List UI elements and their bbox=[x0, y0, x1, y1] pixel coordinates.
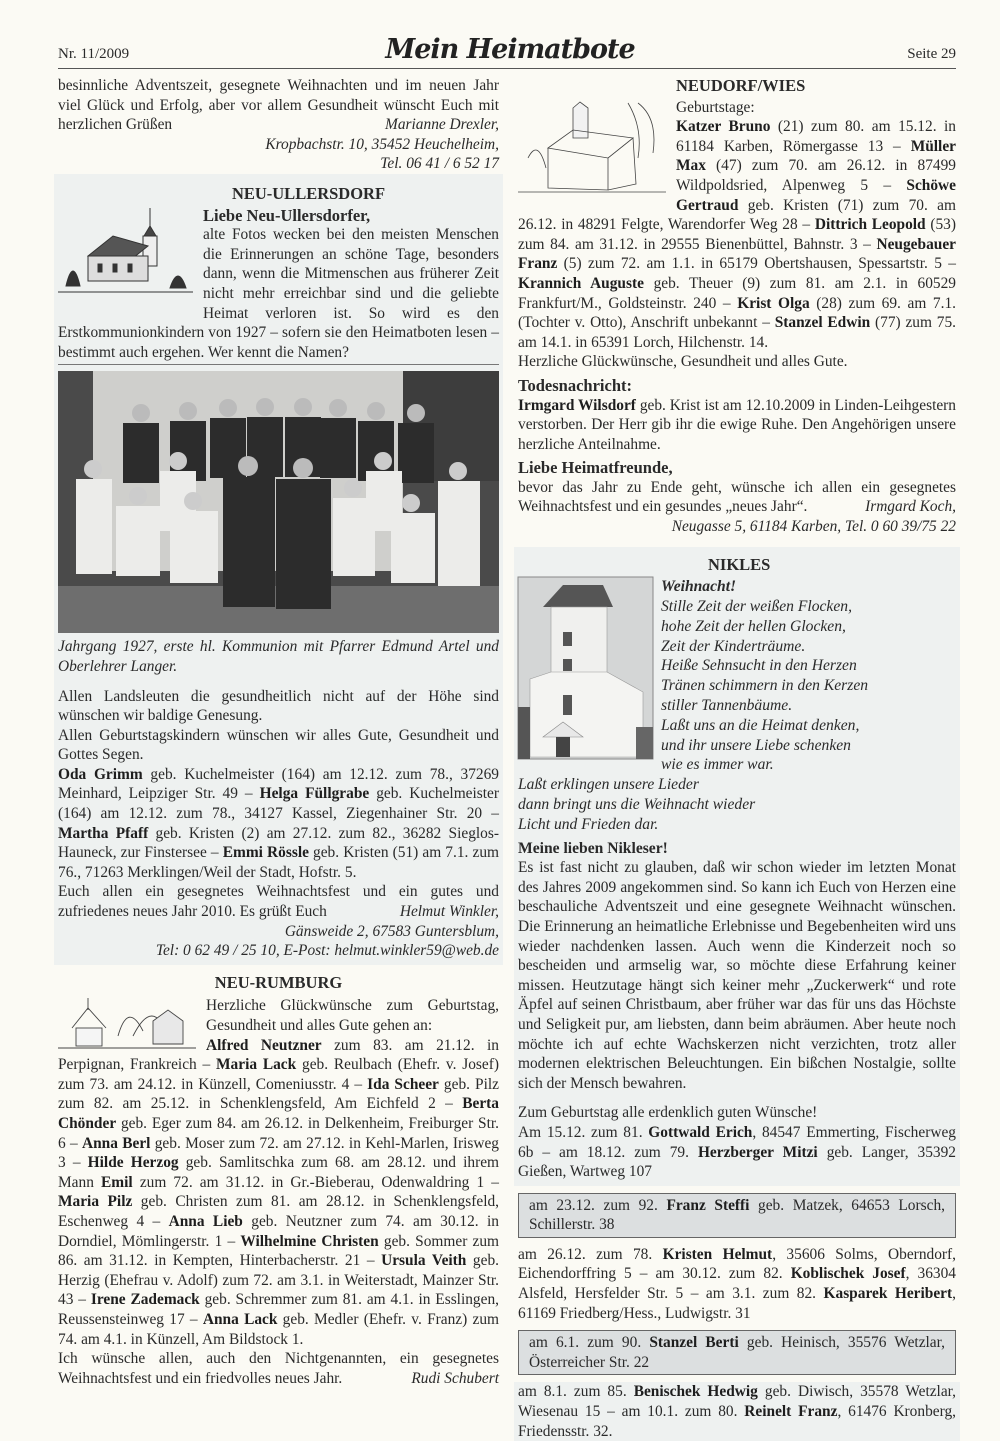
signature-contact: Tel: 0 62 49 / 25 10, E-Post: helmut.winkler59@web.de bbox=[155, 942, 499, 960]
poem-line: Laßt erklingen unsere Lieder bbox=[518, 776, 699, 794]
person-name: Berta Chönder bbox=[58, 1095, 499, 1132]
person-name: Wilhelmine Christen bbox=[240, 1232, 379, 1250]
intro-signature-tel: Tel. 06 41 / 6 52 17 bbox=[380, 155, 499, 173]
person-name: Koblischek Josef bbox=[790, 1265, 906, 1283]
person-name: Emil bbox=[101, 1173, 133, 1191]
entry-text: Am 15.12. zum 81. bbox=[518, 1123, 649, 1141]
person-name: Martha Pfaff bbox=[58, 824, 149, 842]
entry-text: geb. Kristen (2) am 27.12. zum 82., 36282 Sieglos-Hauneck, zur Finstersee – bbox=[58, 824, 499, 862]
entry-text: zum 83. am 21.12. in Perpignan, Frankreich – bbox=[58, 1036, 499, 1074]
person-name: Herzberger Mitzi bbox=[697, 1143, 818, 1161]
person-name: Reinelt Franz bbox=[744, 1403, 838, 1421]
person-name: Krist Olga bbox=[737, 294, 810, 312]
closing-text: Euch allen ein gesegnetes Weihnachtsfest und ein gutes und zufriedenes neues Jahr 2010. Es grüßt Euch bbox=[58, 883, 499, 921]
person-name: Anna Lack bbox=[202, 1310, 278, 1328]
nikles-birthdays-2 bbox=[518, 1245, 956, 1323]
masthead-logo bbox=[385, 20, 635, 70]
entry-text: geb. Kuchelmeister (164) am 12.12. zum 78., 34127 Kassel, Ziegenhainer Str. 20 – bbox=[58, 785, 500, 823]
entry-text: geb. Samlitschka zum 68. am 28.12. und ihrem Mann bbox=[58, 1154, 499, 1191]
entry-text: geb. Kristen (51) am 7.1. zum 76., 71263 Merklingen/Weil der Stadt, Hofstr. 5. bbox=[58, 844, 499, 881]
poem-line: Zeit der Kinderträume. bbox=[661, 637, 806, 655]
person-name: Benischek Hedwig bbox=[633, 1383, 758, 1401]
entry-text: geb. Kristen (71) zum 70. am 26.12. in 48291 Felgte, Warendorfer Weg 28 – bbox=[518, 196, 956, 234]
right-column bbox=[518, 76, 956, 1441]
entry-text: (28) zum 69. am 7.1. (Tochter v. Otto), Anschrift unbekannt – bbox=[518, 294, 956, 332]
entry-text: geb. Pilz zum 82. am 25.12. in Schenklengsfeld, Am Eichfeld 2 – bbox=[58, 1075, 499, 1113]
nikles-church-photo bbox=[518, 577, 653, 759]
entry-text: , 36304 Alsfeld, Hersfelder Str. 5 – am 3.1. zum 82. bbox=[518, 1265, 957, 1303]
signature-address: Neugasse 5, 61184 Karben, Tel. 0 60 39/75 22 bbox=[671, 518, 956, 536]
poem-line: stiller Tannenbäume. bbox=[661, 697, 793, 715]
person-name: Katzer Bruno bbox=[676, 118, 771, 136]
nikles-section bbox=[514, 547, 960, 1186]
entry-text: , 61476 Kronberg, Friedensstr. 32. bbox=[518, 1403, 956, 1440]
person-name: Krannich Auguste bbox=[518, 274, 644, 292]
entry-text: (53) zum 84. am 31.12. in 29555 Bienenbüttel, Bahnstr. 3 – bbox=[518, 216, 957, 253]
poem-title: Weihnacht! bbox=[661, 578, 737, 596]
salutation-neu-ullersdorf: Liebe Neu-Ullersdorfer, bbox=[203, 205, 371, 225]
recovery-wishes: Allen Landsleuten die gesundheitlich nicht auf der Höhe sind wünschen wir baldige Genesung. bbox=[58, 687, 499, 725]
section-title-neu-rumburg: NEU-RUMBURG bbox=[214, 972, 343, 992]
person-name: Kasparek Heribert bbox=[823, 1285, 953, 1303]
page-number: Seite 29 bbox=[907, 46, 956, 62]
entry-text: geb. Christen zum 81. am 28.12. in Schenklengsfeld, Eschenweg 4 – bbox=[58, 1193, 500, 1230]
friends-title: Liebe Heimatfreunde, bbox=[518, 458, 673, 478]
neu-rumburg-closing: Ich wünsche allen, auch den Nichtgenannten, ein gesegnetes Weihnachtsfest und ein friedvolles neues Jahr. bbox=[58, 1350, 499, 1387]
person-name: Kristen Helmut bbox=[662, 1245, 773, 1263]
person-name: Emmi Rössle bbox=[222, 844, 309, 862]
letter-greeting: Meine lieben Nikleser! bbox=[518, 839, 668, 857]
person-name: Alfred Neutzner bbox=[206, 1036, 322, 1054]
svg-text:Mein Heimatbote: Mein Heimatbote bbox=[385, 34, 635, 65]
birthday-wishes: Allen Geburtstagskindern wünschen wir alles Gute, Gesundheit und Gottes Segen. bbox=[58, 726, 499, 764]
person-name: Hilde Herzog bbox=[87, 1154, 179, 1172]
signature-address: Gänsweide 2, 67583 Guntersblum, bbox=[284, 922, 499, 940]
nikles-birthdays-3 bbox=[514, 1382, 960, 1441]
poem-line: Heiße Sehnsucht in den Herzen bbox=[661, 657, 857, 675]
person-name: Oda Grimm bbox=[58, 765, 143, 783]
section-title-neu-ullersdorf: NEU-ULLERSDORF bbox=[231, 183, 386, 203]
entry-text: am 8.1. zum 85. bbox=[518, 1383, 634, 1401]
entry-text: (47) zum 70. am 26.12. in 87499 Wildpoldsried, Alpenweg 5 – bbox=[676, 157, 956, 194]
intro-signature-name: Marianne Drexler, bbox=[385, 116, 499, 134]
person-name: Neugebauer Franz bbox=[518, 235, 956, 273]
poem-line: Tränen schimmern in den Kerzen bbox=[661, 677, 869, 695]
entry-text: geb. Krist ist am 12.10.2009 in Linden-Leihgestern verstorben. Der Herr gib ihr die ewige Ruhe. Den Angehörigen unsere herzliche Anteilnahme. bbox=[518, 396, 957, 453]
header-rule bbox=[58, 68, 956, 69]
person-name: Ida Scheer bbox=[367, 1075, 439, 1093]
neu-rumburg-intro: Herzliche Glückwünsche zum Geburtstag, Gesundheit und alles Gute gehen an: bbox=[206, 997, 499, 1034]
entry-text: geb. Heinisch, 35576 Wetzlar, Österreicher Str. 22 bbox=[529, 1334, 945, 1371]
person-name: Franz Steffi bbox=[666, 1196, 750, 1214]
issue-number: Nr. 11/2009 bbox=[58, 46, 130, 62]
entry-text: am 23.12. zum 92. bbox=[529, 1196, 667, 1214]
intro-signature-address: Kropbachstr. 10, 35452 Heuchelheim, bbox=[265, 135, 499, 153]
poem-line: wie es immer war. bbox=[661, 756, 774, 774]
poem-line: Laßt uns an die Heimat denken, bbox=[661, 716, 860, 734]
death-notice-title: Todesnachricht: bbox=[518, 375, 632, 395]
poem-line: Licht und Frieden dar. bbox=[518, 815, 659, 833]
entry-text: zum 72. am 31.12. in Gr.-Bieberau, Odenwaldring 1 – bbox=[132, 1173, 500, 1191]
entry-text: geb. Reulbach (Ehefr. v. Josef) zum 73. am 24.12. in Künzell, Comeniusstr. 4 – bbox=[58, 1056, 499, 1093]
church-drawing-icon bbox=[58, 206, 193, 304]
church-sketch-icon bbox=[518, 98, 666, 198]
entry-text: geb. Langer, 35392 Gießen, Wartweg 107 bbox=[518, 1143, 956, 1181]
person-name: Ursula Veith bbox=[381, 1252, 467, 1270]
entry-text: , 35606 Solms, Oberndorf, Eichendorffring 5 – am 30.12. zum 82. bbox=[518, 1245, 956, 1283]
person-name: Stanzel Edwin bbox=[774, 314, 871, 332]
photo-caption: Jahrgang 1927, erste hl. Kommunion mit Pfarrer Edmund Artel und Oberlehrer Langer. bbox=[58, 638, 499, 675]
neu-ullersdorf-text: alte Fotos wecken bei den meisten Menschen die Erinnerungen an schöne Tage, besonders dann, wenn die Mitmenschen aus früherer Zeit nicht mehr erreichbar sind und die geliebte Heimat verloren ist. So wird es den Erstkommunionkindern von 1927 – sofern sie den Heimatboten lesen – bestimmt auch ergehen. Wer kennt die Namen? bbox=[58, 226, 499, 361]
entry-text: , 61169 Friedberg/Hess., Ludwigstr. 31 bbox=[518, 1285, 956, 1322]
highlight-box-stanzel-berti bbox=[518, 1330, 956, 1375]
death-notice-text bbox=[518, 396, 956, 455]
entry-text: geb. Neutzner zum 74. am 30.12. in Dorndiel, Mömlingerstr. 1 – bbox=[58, 1212, 499, 1250]
neu-rumburg-section bbox=[54, 965, 503, 1388]
entry-text: geb. Theuer (9) zum 81. am 2.1. in 60529 Frankfurt/M., Goldsteinstr. 240 – bbox=[518, 274, 956, 312]
entry-text: geb. Schremmer zum 81. am 4.1. in Esslingen, Reussensteinweg 17 – bbox=[58, 1291, 500, 1328]
friends-text: bevor das Jahr zu Ende geht, wünsche ich allen ein gesegnetes Weihnachtsfest und ein gesundes „neues Jahr“. bbox=[518, 478, 956, 516]
communion-group-photo bbox=[58, 371, 499, 633]
person-name: Stanzel Berti bbox=[649, 1334, 739, 1352]
left-column bbox=[58, 76, 499, 1388]
entry-text: (77) zum 75. am 14.1. in 65391 Lorch, Hilchenstr. 14. bbox=[518, 314, 956, 351]
entry-text: geb. Herzig (Ehefrau v. Adolf) zum 72. am 3.1. in Weiterstadt, Mainzer Str. 43 – bbox=[58, 1252, 499, 1309]
person-name: Irene Zademack bbox=[90, 1291, 200, 1309]
neu-rumburg-birthdays bbox=[58, 1036, 499, 1350]
poem-line: hohe Zeit der hellen Glocken, bbox=[661, 617, 846, 635]
nikles-birthdays-1 bbox=[518, 1123, 956, 1182]
entry-text: geb. Eger zum 84. am 26.12. in Delkenheim, Freiburger Str. 6 – bbox=[58, 1114, 499, 1152]
poem-line: dann bringt uns die Weihnacht wieder bbox=[518, 796, 756, 814]
neudorf-label: Geburtstage: bbox=[676, 98, 755, 116]
person-name: Maria Lack bbox=[216, 1056, 297, 1074]
person-name: Dittrich Leopold bbox=[814, 216, 926, 234]
birthday-intro: Zum Geburtstag alle erdenklich guten Wünsche! bbox=[518, 1104, 818, 1122]
entry-text: geb. Sommer zum 86. am 31.12. in Kempten, Hinterbacherstr. 21 – bbox=[58, 1232, 500, 1270]
poem-line: Stille Zeit der weißen Flocken, bbox=[661, 598, 852, 616]
signature-rudi-schubert: Rudi Schubert bbox=[411, 1369, 499, 1387]
neu-ullersdorf-birthdays bbox=[58, 765, 499, 883]
person-name: Schöwe Gertraud bbox=[676, 176, 956, 214]
entry-text: (5) zum 72. am 1.1. in 65179 Obertshausen, Spessartstr. 5 – bbox=[557, 255, 956, 273]
entry-text: (21) zum 80. am 15.12. in 61184 Karben, Römergasse 13 – bbox=[676, 118, 957, 155]
signature-name: Helmut Winkler, bbox=[399, 903, 499, 921]
entry-text: geb. Medler (Ehefr. v. Franz) zum 74. am 4.1. in Künzell, Am Bildstock 1. bbox=[58, 1310, 499, 1348]
person-name: Maria Pilz bbox=[58, 1193, 133, 1211]
chapel-drawing-icon bbox=[58, 996, 196, 1054]
section-title-neudorf-wies: NEUDORF/WIES bbox=[676, 76, 806, 95]
entry-text: geb. Diwisch, 35578 Wetzlar, Wiesenau 15 – am 10.1. zum 80. bbox=[518, 1383, 957, 1421]
person-name: Gottwald Erich bbox=[648, 1123, 753, 1141]
divider bbox=[58, 364, 499, 365]
person-name: Anna Lieb bbox=[168, 1212, 243, 1230]
person-name: Anna Berl bbox=[82, 1134, 151, 1152]
entry-text: , 84547 Emmerting, Fischerweg 6b – am 18.12. zum 79. bbox=[518, 1123, 956, 1161]
entry-text: geb. Matzek, 64653 Lorsch, Schillerstr. 38 bbox=[529, 1196, 945, 1234]
person-name: Müller Max bbox=[676, 137, 956, 175]
letter-text: Es ist fast nicht zu glauben, daß wir schon wieder im letzten Monat des Jahres 2009 angekommen sind. So kann ich Euch von Herzen eine beschauliche Adventszeit und eine gesegnete Weihnacht wünschen. Die Erinnerung an heimatliche Erlebnisse und Begebenheiten wird uns wieder nachdenken lassen. Auch wenn die Kinderzeit noch so bescheiden und armselig war, so möchte diese Erfahrung keiner missen. Heutzutage hängt sich keiner mehr „Zuckerwerk“ und rote Äpfel auf seinen Christbaum, aber früher war das für uns das Höchste und Seligkeit pur, am liebsten, dann beim abräumen. Aber heute noch möchte ich auf echte Wachskerzen nicht verzichten, trotz aller modernen elektrischen Beleuchtungen. Ein bißchen Nostalgie, sollte sich der Mensch bewahren. bbox=[518, 859, 956, 1092]
intro-text: besinnliche Adventszeit, gesegnete Weihnachten und im neuen Jahr viel Glück und Erfolg, aber vor allem Gesundheit wünscht Euch mit herzlichen Grüßen bbox=[58, 77, 499, 134]
poem-line: und ihr unsere Liebe schenken bbox=[661, 736, 851, 754]
neudorf-wishes: Herzliche Glückwünsche, Gesundheit und alles Gute. bbox=[518, 353, 848, 371]
section-title-nikles: NIKLES bbox=[708, 554, 771, 574]
person-name: Helga Füllgrabe bbox=[259, 785, 370, 803]
neu-ullersdorf-section bbox=[54, 174, 503, 965]
highlight-box-franz-steffi bbox=[518, 1193, 956, 1238]
entry-text: geb. Moser zum 72. am 27.12. in Kehl-Marlen, Irisweg 3 – bbox=[58, 1134, 499, 1172]
entry-text: am 26.12. zum 78. bbox=[518, 1245, 663, 1263]
entry-text: am 6.1. zum 90. bbox=[529, 1334, 650, 1352]
entry-text: geb. Kuchelmeister (164) am 12.12. zum 78., 37269 Meinhard, Leipziger Str. 49 – bbox=[58, 765, 499, 803]
signature-irmgard-koch: Irmgard Koch, bbox=[865, 498, 956, 516]
person-name: Irmgard Wilsdorf bbox=[518, 396, 636, 414]
